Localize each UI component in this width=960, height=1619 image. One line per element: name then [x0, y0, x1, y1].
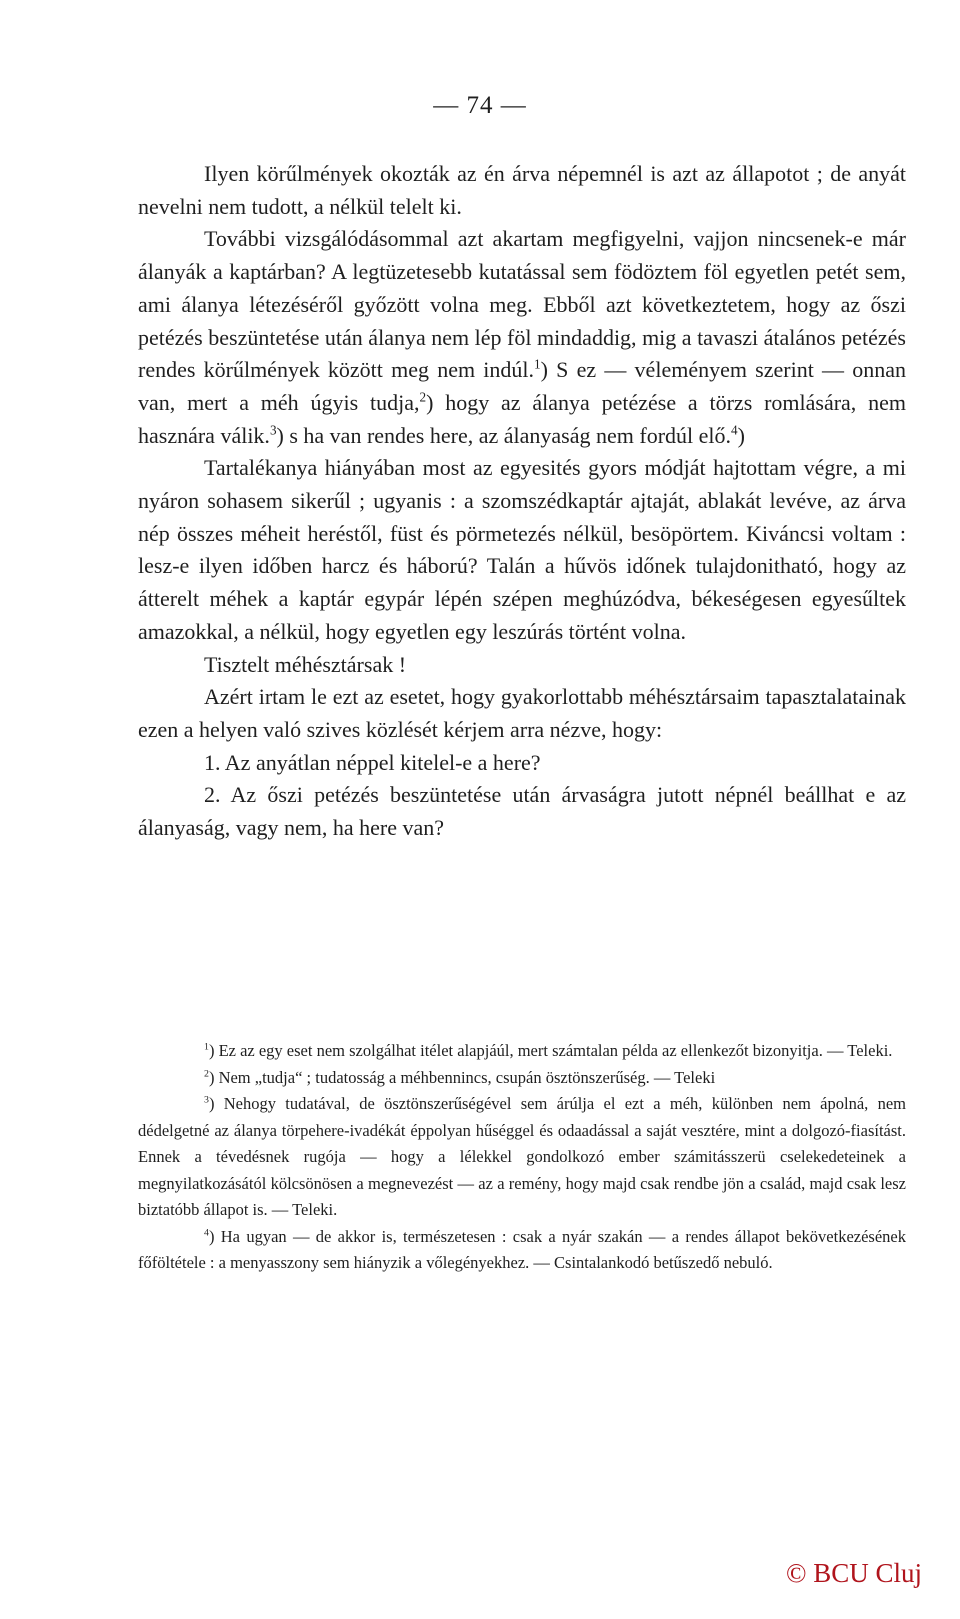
footnote-ref-4: 4 [731, 422, 738, 438]
paragraph-2: További vizsgálódásommal azt akartam megfigyelni, vajjon nincsenek-e már álanyák a kaptárban? A legtüzetesebb kutatással sem födöztem föl egyetlen petét sem, ami álanya létezéséről győzött volna meg. Ebből azt következtetem, hogy az őszi petézés beszüntetése után álanya nem lép föl mindaddig, mig a tavaszi átalános petézés rendes körűlmények között meg nem indúl.$^1$) S ez — véleményem szerint — onnan van, mert a méh úgyis tudja,$^2$) hogy az álanya petézése a törzs romlására, nem hasznára válik.$^3$) s ha van rendes here, az álanyaság nem fordúl elő.$^4$) [138, 226, 906, 448]
footnote-ref-3: 3 [269, 422, 277, 438]
paragraph-1: Ilyen körűlmények okozták az én árva népemnél is azt az állapotot ; de anyát nevelni nem tudott, a nélkül telelt ki. [138, 161, 906, 219]
footnote-4: $^4$) Ha ugyan — de akkor is, természetesen : csak a nyár szakán — a rendes állapot bekövetkezésének főföltétele : a menyasszony sem hiányzik a vőlegényekhez. — Csintalankodó betűszedő nebuló. [138, 1226, 906, 1272]
body-text [138, 158, 906, 845]
question-2: 2. Az őszi petézés beszüntetése után árvaságra jutott népnél beállhat e az álanyaság, vagy nem, ha here van? [138, 782, 906, 841]
footnote-ref-2: 2 [419, 389, 427, 405]
question-1: 1. Az anyátlan néppel kitelel-e a here? [204, 749, 541, 775]
footnote-ref-1: 1 [534, 356, 541, 372]
paragraph-3: Tartalékanya hiányában most az egyesités gyors módját hajtottam végre, a mi nyáron sohasem sikerűl ; ugyanis : a szomszédkaptár ajtaját, ablakát levéve, az árva nép összes méheit heréstől, füst és pörmetezés nélkül, besöpörtem. Kiváncsi voltam : lesz-e ilyen időben harcz és háború? Talán a hűvös időnek tulajdonitható, hogy az átterelt méhek a kaptár egypár lépén szépen meghúzódva, békeségesen egyesűltek amazokkal, a nélkül, hogy egyetlen egy leszúrás történt volna. [138, 455, 906, 644]
library-watermark: © BCU Cluj [785, 1558, 922, 1588]
footnote-3: $^3$) Nehogy tudatával, de ösztönszerűségével sem árúlja el ezt a méh, különben nem ápolná, nem dédelgetné az álanya törpehere-ivadékát éppolyan hűséggel és odaadással a saját vesztére, mint a dolgozó-fiasítást. Ennek a tévedésnek rugója — hogy a lélekkel gondolkozó ember számitásszerü cselekedeteinek a megnyilatkozásától kölcsönösen a megnevezést — az a remény, hogy majd csak rendbe jön a család, majd csak lesz biztatóbb állapot is. — Teleki. [138, 1094, 906, 1219]
footnote-2: $^2$) Nem „tudja“ ; tudatosság a méhbennincs, csupán ösztönszerűség. — Teleki [204, 1067, 716, 1087]
footnotes [138, 1038, 906, 1277]
footnote-1: $^1$) Ez az egy eset nem szolgálhat itélet alapjáúl, mert számtalan példa az ellenkezőt bizonyitja. — Teleki. [204, 1041, 893, 1060]
paragraph-4: Azért irtam le ezt az esetet, hogy gyakorlottabb méhésztársaim tapasztalatainak ezen a helyen való szives közlését kérjem arra nézve, hogy: [138, 684, 906, 742]
page-number: — 74 — [433, 92, 527, 119]
paragraph-salutation: Tisztelt méhésztársak ! [204, 651, 407, 677]
